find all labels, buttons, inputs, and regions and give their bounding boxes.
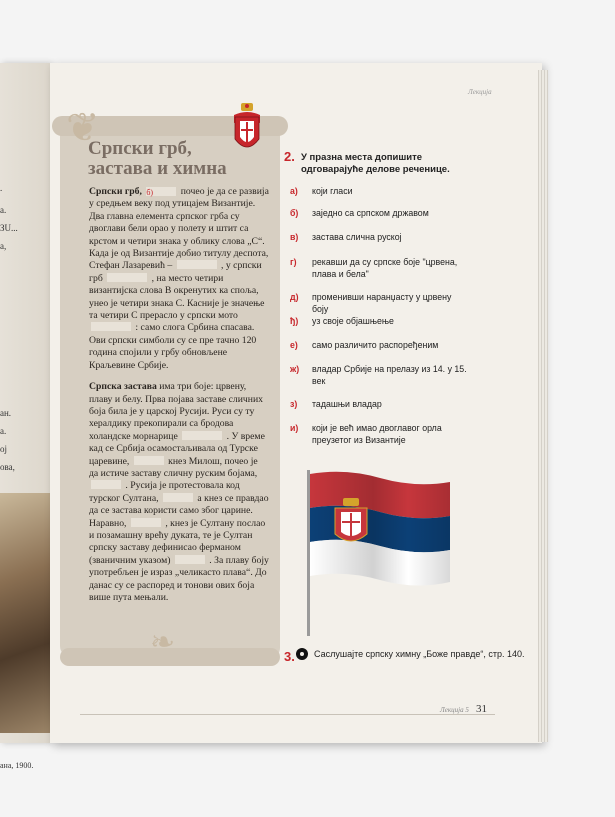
title-line: застава и химна <box>88 158 227 179</box>
text-run: . У време кад се Србија осамостаљивала од Турске царевине, <box>89 430 265 467</box>
text-run: Када је од Византије добио титулу деспота, Стефан Лазаревић – <box>89 248 269 272</box>
option-item[interactable]: з) тадашњи владар <box>290 399 382 409</box>
left-page <box>0 63 50 770</box>
blank-field[interactable]: б) <box>146 187 176 196</box>
blank-field[interactable] <box>163 493 193 502</box>
cd-audio-icon[interactable] <box>296 648 308 660</box>
left-page-line: a, <box>0 241 7 251</box>
text-run: , кнез је Султану послао и позамашну врећу дуката, те је Султан српску заставу дефинисао ферманом (званичним указом) <box>89 517 266 566</box>
blank-field[interactable] <box>131 518 161 527</box>
option-item[interactable]: ж) владар Србије на прелазу из 14. у 15. век <box>290 364 467 386</box>
left-page-line: ова, <box>0 462 15 472</box>
anthem-instruction: Саслушајте српску химну „Боже правде“, стр. 140. <box>314 649 525 659</box>
lead-term: Српски грб, <box>89 186 142 197</box>
left-page-line: . <box>0 183 3 193</box>
option-item[interactable]: е) само различито распоређеним <box>290 340 439 350</box>
lesson-text <box>89 186 269 613</box>
blank-field[interactable] <box>107 273 147 282</box>
left-page-line: ан. <box>0 408 12 418</box>
scroll-ornament-icon: ❦ <box>66 105 100 150</box>
blank-field[interactable] <box>175 555 205 564</box>
blank-field[interactable] <box>182 431 222 440</box>
left-page-line: ој <box>0 444 8 454</box>
text-run: , на место четири византијска слова В окренутих ка споља, унео је четири знака С. Касније је значење та четири С прерасло у српски мото <box>89 272 265 322</box>
text-run: , у српски грб <box>89 260 262 284</box>
option-item[interactable]: б) заједно са српском државом <box>290 208 429 218</box>
paragraph-flag <box>89 381 269 604</box>
blank-field[interactable] <box>177 260 217 269</box>
text-run: а кнез се правдао да се застава користи само због царине. <box>89 492 269 517</box>
header-tab: Лекција <box>468 88 492 96</box>
lead-term: Српска застава <box>89 381 157 393</box>
title-line: Српски грб, <box>88 138 192 159</box>
option-item[interactable]: в) застава слична руској <box>290 232 402 242</box>
option-item[interactable]: д) променивши наранџасту у црвену боју <box>290 292 452 314</box>
blank-field[interactable] <box>134 456 164 465</box>
option-item[interactable]: а) који гласи <box>290 186 353 196</box>
text-run: . За плаву боју употребљен је израз „челикасто плава“. До данас су се распоред и тонови ових боја више пута мењали. <box>89 554 269 603</box>
bottom-ornament-icon: ❧ <box>150 626 176 659</box>
historical-painting <box>0 493 50 733</box>
task-number: 3. <box>284 649 295 664</box>
blank-field[interactable] <box>91 480 121 489</box>
page-edge <box>538 70 548 742</box>
text-run: Наравно, <box>89 517 127 529</box>
text-run: : само слога Србина спасава. Ови српски симболи су се пре тачно 120 година спојили у грбу обновљене Краљевине Србије. <box>89 322 257 371</box>
option-item[interactable]: и) који је већ имао двоглавог орла преузетог из Византије <box>290 423 442 445</box>
text-run: има три боје: црвену, плаву и белу. Прва појава заставе сличних боја била је у царској Русији. Руси су ту хералдику прекопирали са бродова холандске морнарице <box>89 381 263 442</box>
left-page-line: а. <box>0 426 7 436</box>
page-number: 31 <box>476 703 487 715</box>
task-number: 2. <box>284 149 295 164</box>
serbian-flag-image <box>305 468 453 638</box>
coat-of-arms-icon <box>232 103 262 155</box>
blank-field[interactable] <box>91 322 131 331</box>
left-page-line: a. <box>0 205 7 215</box>
text-run: кнез Милош, почео је да истиче заставу сличну руским бојама, <box>89 455 258 479</box>
option-item[interactable]: г) рекавши да су српске боје "црвена, плава и бела" <box>290 257 458 279</box>
footer-rule <box>80 714 495 715</box>
text-run: . Русија је протестовала код турског Султана, <box>89 480 240 504</box>
task-instruction: У празна места допишите одговарајуће делове реченице. <box>301 152 450 175</box>
paragraph-coat <box>89 186 269 372</box>
footer-lesson-label: Лекција 5 <box>440 706 469 714</box>
text-run: почео је да се развија у средњем веку под утицајем Византије. Два главна елемента српског грба су двоглави бели орао у полету и штит са крстом и четири знака у облику слова „С“. <box>89 186 269 247</box>
painting-caption: ана, 1900. <box>0 761 34 770</box>
left-page-line: ЗU... <box>0 223 18 233</box>
option-item[interactable]: ђ) уз своје објашњење <box>290 316 394 326</box>
